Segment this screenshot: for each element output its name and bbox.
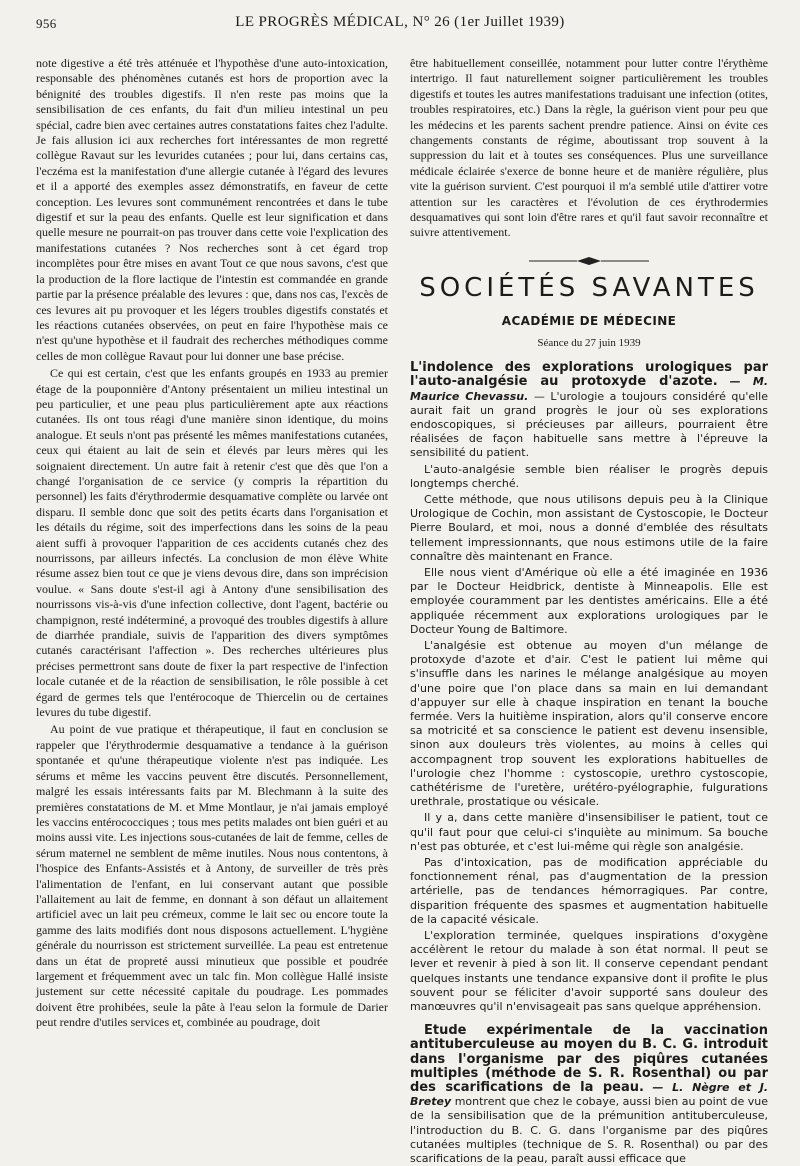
paragraph: Au point de vue pratique et thérapeutique, il faut en conclusion se rappeler que l'érythrodermie desquamative a tendance à la guérison spontanée et qu'une thérapeutique violente n'est pas indiquée. Les sérums et même les vaccins peuvent être discutés. Personnellement, malgré les essais intéressants faits par M. Blechmann à la suite des premières constatations de M. et Mme Montlaur, je n'ai jamais employé les vaccins entérococciques ; tous mes petits malades ont bien guéri et au moins aussi vite. Les injections sous-cutanées de lait de femme, celles de sérum maternel ne semblent de même inutiles. Nous nous contentons, à l'hospice des Enfants-Assistés et à Antony, de surveiller de très près l'alimentation de l'enfant, en lui conservant autant que possible l'allaitement au lait de femme, en donnant à son défaut un allaitement artificiel avec un lait peu crémeux, comme le lait sec ou encore toute la gamme des laits modifiés dont nous disposons actuellement. L'hygiène générale du nourrisson est strictement surveillée. La peau est entretenue dans un état de propreté aussi minutieux que possible et poudrée largement et fréquemment avec un talc fin. Mon collègue Hallé insiste justement sur cette nécessité capitale du poudrage. Les pommades doivent être prohibées, seule la pâte à l'eau selon la formule de Darier peut rendre d'utiles services et, combinée au poudrage, doit: [36, 722, 388, 1030]
paragraph: L'analgésie est obtenue au moyen d'un mélange de protoxyde d'azote et d'air. C'est le patient lui même qui s'insuffle dans les narines le mélange analgésique au moyen d'une poire que l'on place dans sa main en lui demandant d'appuyer sur elle à chaque inspiration en tenant la bouche fermée. Vers la huitième inspiration, alors qu'il conserve encore sa motricité et sa conscience le patient est devenu insensible, sinon aux douleurs très violentes, au moins à celles qui accompagnent trop souvent les explorations habituelles de l'urologie chez l'homme : cystoscopie, urethro cystoscopie, cathétérisme de l'uretère, urétéro-pyélographie, fulgurations urethrale, prostatique ou vésicale.: [410, 638, 768, 809]
ornament-separator: [410, 255, 768, 265]
paragraph: Ce qui est certain, c'est que les enfants groupés en 1933 au premier étage de la pouponnière d'Antony présentaient un milieu intestinal un peu particulier, et une peau plus particulièrement apte aux réactions cutanées. Ils ont tous réagi d'une manière sinon identique, du moins analogue. Et seuls n'ont pas présenté les mêmes manifestations cutanées, ceux qui étaient au lait de sein et élevés par leurs mères qui les soignaient directement. Un autre fait à retenir c'est que dès que l'on a changé l'organisation de ce service (y compris la répartition du personnel) les faits d'érythrodermie desquamative complète ou larvée ont disparu. Il semble donc que soit des petits écarts dans l'organisation et les détails du régime, soit des imperfections dans les soins de la peau aient suffi à provoquer l'apparition de ces accidents cutanés chez des nourrissons, par ailleurs infectés. La conclusion de mon élève White résume assez bien tout ce que je viens devous dire, dans son imprécision voulue. « Sans doute s'est-il agi à Antony d'une sensibilisation des nourrissons vis-à-vis d'une infection collective, dont l'agent, bactérie ou champignon, resté indéterminé, a provoqué des troubles digestifs à allure de diarrhée prandiale, suivis de l'apparition des divers symptômes cutanés caractérisant l'affection ». Des recherches ultérieures plus précises permettront sans doute de fixer la part respective de l'infection locale cutanée et de la réaction de sensibilisation, le rôle possible à cet égard de germes tels que l'entérocoque de Thiercelin ou de certaines levures du tube digestif.: [36, 366, 388, 720]
article-title: Etude expérimentale de la vaccination antituberculeuse au moyen du B. C. G. introduit dans l'organisme par des piqûres cutanées multiples (méthode de S. R. Rosenthal) ou par des scarifications de la peau.: [410, 1023, 768, 1096]
section-title: SOCIÉTÉS SAVANTES: [419, 272, 759, 303]
paragraph: Elle nous vient d'Amérique où elle a été imaginée en 1936 par le Docteur Heidbrick, dentiste à Minneapolis. Elle est employée couramment par les dentistes américains. Elle a été appliquée récemment aux explorations urologiques par le Docteur Young de Baltimore.: [410, 565, 768, 636]
paragraph: note digestive a été très atténuée et l'hypothèse d'une auto-intoxication, responsable des phénomènes cutanés est hors de proportion avec la bénignité des troubles digestifs. Il n'en reste pas moins que la sensibilisation de ces enfants, du fait d'un milieu intestinal un peu spécial, cadre bien avec certaines autres constatations faites chez l'adulte. Je fais allusion ici aux recherches fort intéressantes de mon regretté collègue Ravaut sur les levurides cutanées ; pour lui, dans certains cas, l'eczéma est la manifestation d'une allergie cutanée à l'égard des levures et il a apporté des exemples assez démonstratifs, en faveur de cette conception. Les levures sont communément rencontrées et dans le tube digestif et sur la peau des enfants. Quelle est leur signification et dans quelle mesure ne pourrait-on pas trouver dans cette voie l'explication des manifestations cutanées ? Nos recherches sont à cet égard trop incomplètes pour être mises en avant Tout ce que nous savons, c'est que la production de la flore lactique de l'intestin est commandée en grande partie par la présence préalable des levures : que, dans nos cas, l'excès de ces levures ait pu provoquer et les légers troubles digestifs constatés et les réactions cutanées observées, on peut en faire l'hypothèse mais ce n'est qu'une hypothèse et il faudrait des recherches méthodiques comme celles de mon collègue Ravaut pour lui donner une base précise.: [36, 56, 388, 363]
article-2: [410, 1024, 768, 1166]
article-title: L'indolence des explorations urologiques par l'auto-analgésie au protoxyde d'azote.: [410, 360, 768, 390]
article-1: [410, 361, 768, 1014]
academy-heading: ACADÉMIE DE MÉDECINE: [501, 314, 677, 329]
paragraph: Pas d'intoxication, pas de modification appréciable du fonctionnement rénal, pas d'augmentation de la pression artérielle, pas de tendances hémorragiques. Par contre, disparition fréquente des spasmes et augmentation habituelle de la capacité vésicale.: [410, 856, 768, 926]
paragraph: montrent que chez le cobaye, aussi bien au point de vue de la sensibilisation que de la prémunition antituberculeuse, l'introduction du B. C. G. dans l'organisme par des piqûres cutanées multiples (technique de S. R. Rosenthal) ou par des scarifications de la peau, paraît aussi efficace que: [410, 1095, 768, 1166]
paragraph: L'exploration terminée, quelques inspirations d'oxygène accélèrent le retour du malade à son état normal. Il peut se lever et revenir à pied à son lit. Il conserve cependant pendant quelques instants une tendance expansive dont il profite le plus souvent pour se féliciter d'avoir supporté sans douleur des manœuvres qu'il n'envisageait pas sans quelque appréhension.: [410, 929, 768, 1014]
article-author: — L. Nègre et J. Bretey: [410, 1081, 768, 1109]
paragraph: — L'urologie a toujours considéré qu'elle aurait fait un grand progrès le jour où ses explorations endoscopiques, si précieuses par ailleurs, pourraient être réalisées de façon habituelle sans mettre à l'épreuve la sensibilité du patient.: [410, 389, 768, 460]
session-date: Séance du 27 juin 1939: [537, 336, 641, 349]
paragraph: Il y a, dans cette manière d'insensibiliser le patient, tout ce qu'il faut pour que celui-ci s'inquiète au minimum. Sa bouche n'est pas obturée, et c'est lui-même qui règle son analgésie.: [410, 811, 768, 853]
article-author: — M. Maurice Chevassu.: [410, 375, 768, 403]
page-header: [36, 14, 764, 36]
left-column: [36, 56, 388, 1096]
right-column: [410, 56, 768, 1166]
paragraph: L'auto-analgésie semble bien réaliser le progrès depuis longtemps cherché.: [410, 462, 768, 490]
paragraph: Cette méthode, que nous utilisons depuis peu à la Clinique Urologique de Cochin, mon assistant de Cystoscopie, le Docteur Pierre Boulard, et moi, nous a donné d'emblée des résultats tellement impressionnants, que nous estimons utile de la faire connaître dès maintenant en France.: [410, 492, 768, 563]
paragraph: être habituellement conseillée, notamment pour lutter contre l'érythème intertrigo. Il faut naturellement soigner particulièrement les troubles digestifs et toutes les autres manifestations traduisant une infection (otites, troubles respiratoires, etc.) Dans la règle, la guérison vient pour peu que les médecins et les parents sachent prendre patience. Ainsi on évite ces changements constants de régime, aboutissant trop souvent à la suppression du lait et à toutes ses conséquences. Plus une surveillance médicale éclairée s'exerce de bonne heure et de manière régulière, plus vite la guérison survient. C'est pourquoi il m'a semblé utile d'attirer votre attention sur les caractères et l'évolution de ces érythrodermies desquamatives qui sont loin d'être rares et qu'il faut savoir reconnaître et suivre attentivement.: [410, 56, 768, 240]
journal-title: LE PROGRÈS MÉDICAL, N° 26 (1er Juillet 1939): [235, 14, 565, 30]
page-number: 956: [36, 16, 57, 31]
